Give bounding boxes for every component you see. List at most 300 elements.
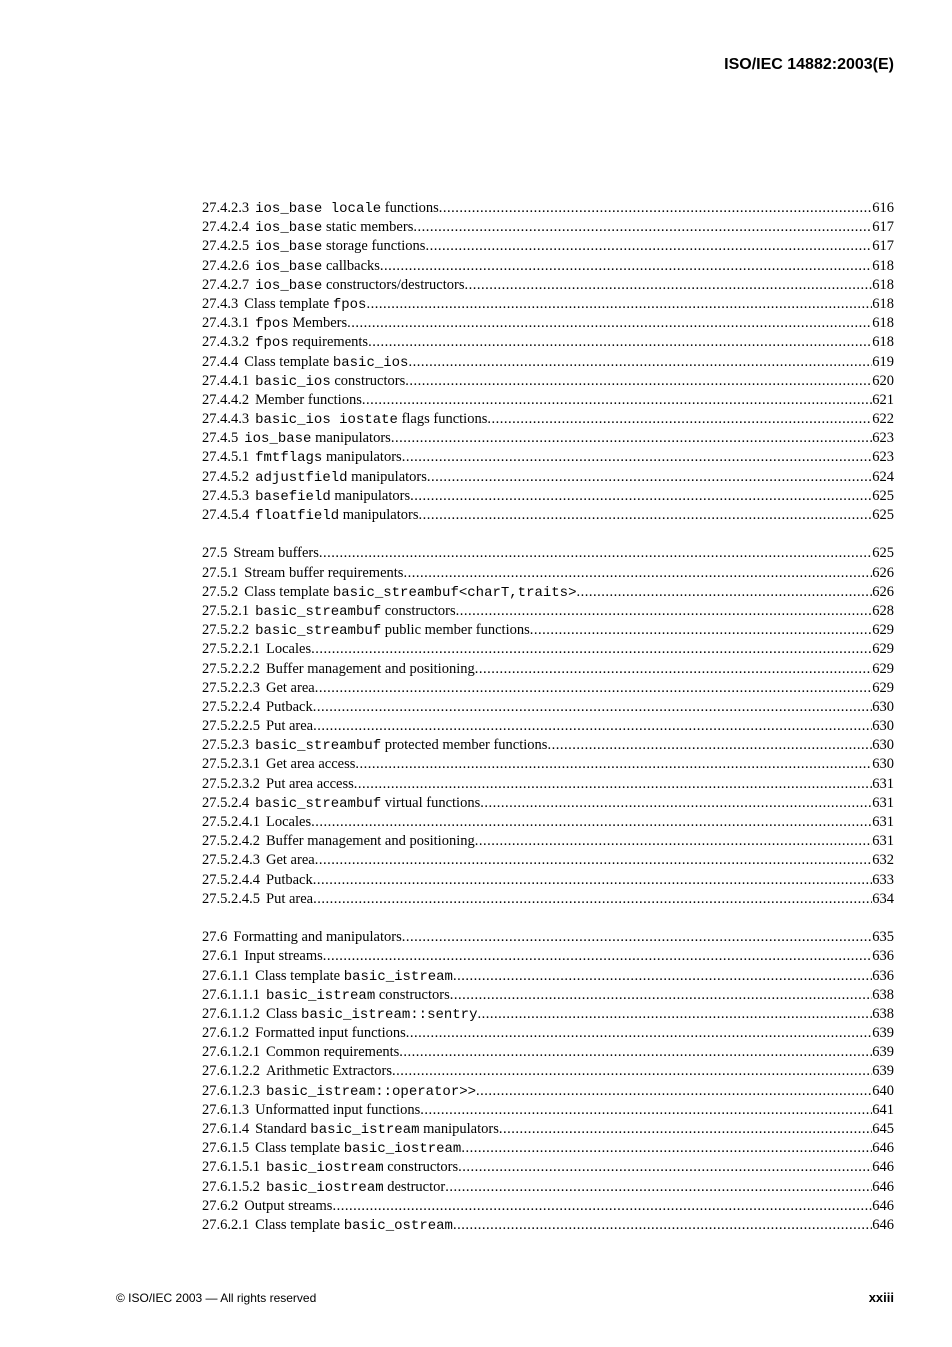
toc-entry-title — [266, 640, 311, 659]
toc-entry-page: 626 — [872, 564, 894, 581]
toc-entry[interactable] — [202, 1024, 894, 1043]
toc-entry-number: 27.4.2.7 — [202, 276, 250, 293]
toc-entry[interactable] — [202, 890, 894, 909]
toc-entry[interactable] — [202, 314, 894, 333]
toc-entry-title — [255, 1024, 406, 1043]
toc-dot-leader — [487, 410, 872, 429]
toc-dot-leader — [405, 372, 872, 391]
toc-entry-number: 27.4.5.2 — [202, 468, 250, 485]
toc-entry-title — [255, 391, 362, 410]
toc-entry[interactable] — [202, 372, 894, 391]
toc-entry-code-text: basic_istream — [343, 968, 453, 985]
toc-entry-code-text: fpos — [255, 316, 289, 333]
toc-entry-text: Get area — [266, 679, 315, 696]
toc-entry-page: 641 — [872, 1101, 894, 1118]
toc-entry[interactable] — [202, 621, 894, 640]
toc-entry-number: 27.5.2.1 — [202, 602, 250, 619]
toc-entry-title — [255, 257, 380, 276]
toc-entry-page: 616 — [872, 200, 894, 216]
toc-entry-code-text: basic_iostream — [266, 1179, 384, 1196]
toc-entry[interactable] — [202, 851, 894, 870]
toc-entry-text: Class template — [244, 295, 333, 312]
toc-entry-page: 629 — [872, 679, 894, 696]
toc-entry-text: Putback — [266, 871, 313, 888]
footer-copyright: © ISO/IEC 2003 — All rights reserved — [116, 1291, 317, 1305]
toc-dot-leader — [475, 660, 873, 679]
toc-dot-leader — [406, 1024, 873, 1043]
toc-entry-title — [244, 295, 366, 314]
toc-entry-number: 27.5.2.2.1 — [202, 641, 260, 658]
toc-entry-text: Putback — [266, 698, 313, 715]
toc-dot-leader — [323, 947, 872, 966]
toc-entry[interactable] — [202, 871, 894, 890]
toc-entry-code-text: floatfield — [255, 508, 340, 524]
toc-entry-text: public member functions — [381, 622, 530, 639]
toc-entry[interactable] — [202, 333, 894, 352]
toc-dot-leader — [427, 468, 872, 487]
toc-entry-page: 646 — [872, 1197, 894, 1214]
toc-entry-text: Class — [266, 1005, 302, 1022]
toc-entry-code-text: fpos — [255, 335, 289, 352]
toc-entry-number: 27.4.3.2 — [202, 334, 250, 351]
toc-entry-text: Standard — [255, 1121, 311, 1137]
toc-entry-number: 27.5.2.2.3 — [202, 679, 260, 696]
toc-entry-page: 620 — [872, 372, 894, 389]
toc-entry-text: constructors — [383, 1159, 459, 1176]
toc-entry-title — [255, 237, 425, 256]
toc-dot-leader — [362, 391, 872, 410]
toc-entry[interactable] — [202, 237, 894, 256]
toc-entry-title — [255, 199, 439, 218]
toc-entry-number: 27.5.2.4.5 — [202, 890, 260, 907]
toc-entry[interactable] — [202, 1139, 894, 1158]
toc-dot-leader — [355, 755, 872, 774]
toc-entry-page: 625 — [872, 487, 894, 504]
toc-entry-page: 629 — [872, 641, 894, 658]
toc-group — [202, 928, 894, 1235]
toc-entry-page: 621 — [872, 391, 894, 408]
toc-entry-title — [255, 276, 464, 295]
toc-entry[interactable] — [202, 1101, 894, 1120]
toc-entry[interactable] — [202, 218, 894, 237]
toc-entry-code-text: basic_ios — [332, 354, 409, 371]
toc-entry-text: Class template — [255, 967, 344, 984]
toc-entry[interactable] — [202, 448, 894, 467]
toc-entry-title — [255, 1120, 499, 1139]
toc-entry-code-text: fpos — [332, 296, 367, 313]
toc-entry-page: 618 — [872, 276, 894, 293]
toc-entry-code-text: ios_base — [255, 277, 323, 294]
toc-entry-code-text: ios_base — [255, 239, 323, 256]
toc-entry-title — [255, 333, 368, 352]
toc-entry[interactable] — [202, 1216, 894, 1235]
toc-entry-text: callbacks — [322, 257, 380, 274]
toc-dot-leader — [418, 506, 872, 525]
toc-entry-number: 27.4.2.4 — [202, 219, 250, 236]
toc-entry-text: Stream buffers — [233, 545, 319, 562]
toc-entry-number: 27.4.4.2 — [202, 391, 250, 408]
toc-entry-page: 638 — [872, 1005, 894, 1022]
toc-entry-page: 630 — [872, 718, 894, 735]
toc-entry[interactable] — [202, 602, 894, 621]
toc-entry-number: 27.5.2.2.4 — [202, 698, 260, 715]
toc-entry-code-text: ios_base — [255, 220, 323, 237]
toc-entry-code-text: basefield — [255, 488, 331, 505]
toc-entry-title — [244, 564, 403, 583]
toc-entry[interactable] — [202, 391, 894, 410]
toc-entry-page: 635 — [872, 929, 894, 946]
toc-entry-text: manipulators — [322, 449, 402, 466]
toc-entry-text: Member functions — [255, 391, 362, 408]
toc-dot-leader — [368, 333, 872, 352]
toc-entry-page: 629 — [872, 660, 894, 677]
toc-dot-leader — [465, 276, 873, 295]
toc-entry[interactable] — [202, 1178, 894, 1197]
toc-entry-code-text: basic_ios — [255, 373, 331, 390]
toc-dot-leader — [453, 967, 872, 986]
toc-entry-title — [255, 314, 347, 333]
toc-entry[interactable] — [202, 544, 894, 563]
toc-entry-title — [255, 487, 410, 506]
toc-entry-text: Class template — [244, 353, 333, 370]
toc-entry-text: Unformatted input functions — [255, 1101, 421, 1118]
toc-entry[interactable] — [202, 679, 894, 698]
toc-entry-text: manipulators — [419, 1121, 499, 1137]
toc-entry-page: 634 — [872, 890, 894, 907]
document-header-title: ISO/IEC 14882:2003(E) — [724, 56, 894, 73]
toc-entry[interactable] — [202, 1082, 894, 1101]
toc-dot-leader — [453, 1216, 872, 1235]
toc-entry-text: functions — [381, 200, 439, 216]
toc-entry[interactable] — [202, 813, 894, 832]
toc-entry[interactable] — [202, 468, 894, 487]
toc-entry-number: 27.6.1.5 — [202, 1140, 250, 1157]
toc-entry-code-text: adjustfield — [255, 469, 348, 486]
toc-entry-text: Put area access — [266, 775, 354, 792]
toc-entry-page: 625 — [872, 507, 894, 523]
toc-dot-leader — [313, 871, 873, 890]
toc-dot-leader — [315, 851, 873, 870]
toc-entry-text: constructors — [330, 372, 406, 389]
toc-entry-page: 646 — [872, 1140, 894, 1157]
toc-dot-leader — [547, 736, 872, 755]
toc-entry[interactable] — [202, 1062, 894, 1081]
toc-entry-page: 636 — [872, 967, 894, 984]
toc-entry-number: 27.4.2.6 — [202, 257, 250, 274]
toc-entry-number: 27.4.5.1 — [202, 449, 250, 466]
toc-entry-code-text: fmtflags — [255, 450, 323, 467]
toc-entry-title — [255, 410, 487, 429]
toc-entry-title — [266, 755, 355, 774]
toc-entry[interactable] — [202, 199, 894, 218]
toc-entry-code-text: basic_streambuf — [255, 738, 382, 755]
toc-entry-text: requirements — [288, 334, 369, 351]
toc-entry-title — [266, 1005, 477, 1024]
toc-dot-leader — [311, 813, 872, 832]
toc-entry[interactable] — [202, 487, 894, 506]
toc-entry-text: manipulators — [339, 507, 419, 523]
toc-entry[interactable] — [202, 353, 894, 372]
toc-dot-leader — [410, 487, 872, 506]
toc-entry-title — [255, 506, 418, 525]
toc-dot-leader — [420, 1101, 872, 1120]
toc-dot-leader — [332, 1197, 872, 1216]
toc-entry-number: 27.6.1.5.2 — [202, 1178, 260, 1195]
toc-entry-text: Locales — [266, 641, 312, 658]
toc-entry-code-text: basic_iostream — [266, 1160, 384, 1177]
toc-entry-number: 27.4.2.5 — [202, 238, 250, 255]
toc-entry-number: 27.5.2 — [202, 583, 239, 600]
toc-entry-text: Buffer management and positioning — [266, 833, 475, 850]
toc-entry[interactable] — [202, 755, 894, 774]
toc-entry-number: 27.4.4.3 — [202, 411, 250, 428]
toc-entry-page: 630 — [872, 737, 894, 754]
toc-entry-code-text: basic_istream::operator>> — [266, 1083, 477, 1100]
toc-entry-title — [255, 372, 405, 391]
toc-dot-leader — [413, 218, 872, 237]
toc-entry[interactable] — [202, 832, 894, 851]
toc-entry-code-text: basic_iostream — [343, 1141, 462, 1158]
toc-entry-number: 27.4.5.4 — [202, 507, 250, 523]
toc-entry-text: Get area access — [266, 756, 356, 773]
toc-dot-leader — [402, 928, 873, 947]
toc-entry[interactable] — [202, 295, 894, 314]
toc-entry-page: 618 — [872, 315, 894, 332]
toc-entry-number: 27.6.1.5.1 — [202, 1159, 260, 1176]
toc-dot-leader — [392, 1062, 872, 1081]
toc-entry-number: 27.6.1.1.2 — [202, 1005, 260, 1022]
toc-entry-text: constructors — [375, 986, 450, 1003]
toc-entry-text: flags functions — [397, 411, 488, 428]
toc-dot-leader — [476, 1082, 872, 1101]
toc-entry[interactable] — [202, 967, 894, 986]
toc-entry-code-text: basic_istream — [310, 1122, 420, 1138]
toc-entry-number: 27.6.1.4 — [202, 1121, 250, 1137]
toc-entry-text: Common requirements — [266, 1044, 400, 1061]
toc-entry-number: 27.5.2.4 — [202, 794, 250, 811]
toc-entry-text: Class template — [255, 1216, 344, 1233]
toc-entry-page: 640 — [872, 1082, 894, 1099]
toc-entry[interactable] — [202, 928, 894, 947]
toc-entry[interactable] — [202, 736, 894, 755]
toc-entry[interactable] — [202, 986, 894, 1005]
toc-entry-text: manipulators — [330, 487, 411, 504]
toc-entry-title — [266, 775, 354, 794]
toc-entry-page: 617 — [872, 238, 894, 255]
toc-entry-title — [266, 832, 475, 851]
toc-entry-text: storage functions — [322, 238, 426, 255]
toc-entry-page: 631 — [872, 814, 894, 830]
toc-entry-number: 27.5.1 — [202, 564, 239, 581]
toc-entry[interactable] — [202, 1120, 894, 1139]
toc-entry-text: Get area — [266, 852, 315, 869]
toc-entry-title — [266, 1043, 399, 1062]
toc-dot-leader — [313, 890, 872, 909]
toc-entry-text: Formatting and manipulators — [233, 929, 402, 946]
toc-entry-page: 631 — [872, 775, 894, 792]
toc-entry-title — [255, 1216, 453, 1235]
toc-entry[interactable] — [202, 1043, 894, 1062]
toc-dot-leader — [477, 1005, 872, 1024]
toc-dot-leader — [408, 353, 872, 372]
toc-entry-title — [266, 986, 450, 1005]
toc-entry-code-text: basic_streambuf — [255, 795, 382, 812]
toc-entry-page: 629 — [872, 622, 894, 639]
toc-dot-leader — [456, 602, 873, 621]
toc-dot-leader — [366, 295, 872, 314]
footer-page-number: xxiii — [868, 1290, 894, 1305]
toc-entry-page: 646 — [872, 1159, 894, 1176]
toc-entry-title — [266, 679, 315, 698]
toc-entry-page: 623 — [872, 430, 894, 447]
toc-dot-leader — [450, 986, 873, 1005]
toc-entry-text: Locales — [266, 814, 312, 830]
toc-entry-page: 618 — [872, 295, 894, 312]
toc-entry-page: 630 — [872, 698, 894, 715]
toc-entry-number: 27.5 — [202, 545, 228, 562]
toc-entry-text: protected member functions — [381, 737, 548, 754]
toc-entry-number: 27.5.2.4.2 — [202, 833, 260, 850]
toc-entry-number: 27.6.1.2 — [202, 1025, 250, 1042]
toc-entry-title — [255, 468, 427, 487]
toc-entry-code-text: basic_istream — [266, 987, 376, 1004]
toc-entry-text: Put area — [266, 718, 314, 735]
toc-entry[interactable] — [202, 698, 894, 717]
toc-entry[interactable] — [202, 583, 894, 602]
toc-entry-page: 630 — [872, 756, 894, 773]
toc-entry[interactable] — [202, 660, 894, 679]
toc-entry-text: Stream buffer requirements — [244, 564, 404, 581]
toc-entry-title — [244, 353, 408, 372]
toc-entry-text: constructors/destructors — [322, 276, 465, 293]
toc-entry-text: destructor — [383, 1178, 446, 1195]
toc-entry-title — [255, 218, 413, 237]
toc-entry[interactable] — [202, 257, 894, 276]
toc-entry-number: 27.5.2.2.5 — [202, 718, 260, 735]
toc-entry-title — [255, 967, 453, 986]
toc-entry-title — [266, 1178, 445, 1197]
toc-entry-title — [244, 947, 323, 966]
toc-entry-number: 27.6.1.2.1 — [202, 1044, 260, 1061]
toc-entry-number: 27.5.2.3 — [202, 737, 250, 754]
toc-entry-text: static members — [322, 219, 414, 236]
toc-entry-title — [255, 621, 530, 640]
toc-dot-leader — [402, 448, 873, 467]
toc-entry-page: 618 — [872, 257, 894, 274]
toc-entry-page: 618 — [872, 334, 894, 351]
toc-entry-number: 27.4.2.3 — [202, 200, 250, 216]
toc-entry-text: constructors — [381, 602, 456, 619]
toc-entry-title — [255, 1101, 420, 1120]
toc-entry-page: 639 — [872, 1025, 894, 1042]
toc-group — [202, 199, 894, 525]
toc-dot-leader — [480, 794, 872, 813]
toc-entry-code-text: basic_istream::sentry — [301, 1006, 478, 1023]
toc-entry-number: 27.5.2.3.2 — [202, 775, 260, 792]
toc-dot-leader — [458, 1158, 872, 1177]
toc-entry-number: 27.6.2.1 — [202, 1216, 250, 1233]
toc-entry-title — [266, 698, 313, 717]
toc-entry-title — [255, 736, 547, 755]
toc-entry-number: 27.5.2.2.2 — [202, 660, 260, 677]
toc-entry-code-text: basic_ostream — [343, 1217, 453, 1234]
toc-entry-number: 27.6.1.2.3 — [202, 1082, 260, 1099]
toc-entry[interactable] — [202, 640, 894, 659]
toc-entry-title — [266, 813, 311, 832]
toc-entry-text: virtual functions — [381, 794, 481, 811]
toc-dot-leader — [425, 237, 872, 256]
toc-entry[interactable] — [202, 717, 894, 736]
toc-entry-code-text: ios_base — [255, 258, 323, 275]
toc-entry-page: 636 — [872, 948, 894, 965]
toc-entry-title — [233, 928, 401, 947]
toc-entry-text: Input streams — [244, 948, 323, 965]
toc-dot-leader — [439, 199, 873, 218]
toc-entry-code-text: basic_streambuf — [255, 623, 382, 640]
toc-entry-page: 646 — [872, 1178, 894, 1195]
toc-entry-title — [244, 583, 576, 602]
toc-dot-leader — [403, 564, 872, 583]
toc-entry-text: manipulators — [311, 430, 391, 447]
toc-entry[interactable] — [202, 1005, 894, 1024]
toc-entry-number: 27.5.2.3.1 — [202, 756, 260, 773]
toc-entry-title — [266, 1082, 476, 1101]
toc-entry-page: 631 — [872, 833, 894, 850]
toc-entry-title — [233, 544, 319, 563]
toc-entry[interactable] — [202, 947, 894, 966]
toc-entry-page: 632 — [872, 852, 894, 869]
toc-entry-number: 27.5.2.4.4 — [202, 871, 260, 888]
toc-entry-page: 645 — [872, 1121, 894, 1137]
toc-entry-page: 646 — [872, 1216, 894, 1233]
toc-entry-number: 27.6.1 — [202, 948, 239, 965]
toc-entry[interactable] — [202, 775, 894, 794]
toc-dot-leader — [354, 775, 872, 794]
toc-entry-title — [244, 429, 391, 448]
toc-entry-code-text: basic_ios iostate — [255, 412, 398, 429]
toc-entry[interactable] — [202, 794, 894, 813]
toc-entry[interactable] — [202, 429, 894, 448]
toc-entry-title — [266, 851, 315, 870]
toc-entry-title — [255, 1139, 461, 1158]
toc-entry-page: 623 — [872, 449, 894, 466]
toc-entry-number: 27.4.4.1 — [202, 372, 250, 389]
toc-entry-text: manipulators — [347, 468, 427, 485]
toc-entry[interactable] — [202, 410, 894, 429]
toc-entry[interactable] — [202, 1158, 894, 1177]
toc-entry-text: Put area — [266, 890, 314, 907]
toc-entry[interactable] — [202, 506, 894, 525]
toc-entry-number: 27.4.4 — [202, 353, 239, 370]
toc-entry-page: 624 — [872, 468, 894, 485]
toc-entry-number: 27.6 — [202, 929, 228, 946]
toc-entry-code-text: ios_base locale — [255, 201, 382, 217]
toc-dot-leader — [380, 257, 872, 276]
toc-entry-text: Arithmetic Extractors — [266, 1063, 393, 1080]
toc-dot-leader — [475, 832, 873, 851]
toc-dot-leader — [399, 1043, 872, 1062]
toc-entry-number: 27.6.1.1 — [202, 967, 250, 984]
toc-dot-leader — [315, 679, 873, 698]
toc-entry-number: 27.4.5.3 — [202, 487, 250, 504]
toc-entry[interactable] — [202, 564, 894, 583]
toc-entry[interactable] — [202, 276, 894, 295]
toc-entry[interactable] — [202, 1197, 894, 1216]
toc-entry-title — [266, 660, 475, 679]
toc-entry-page: 639 — [872, 1044, 894, 1061]
toc-dot-leader — [319, 544, 872, 563]
toc-entry-text: Formatted input functions — [255, 1025, 406, 1042]
